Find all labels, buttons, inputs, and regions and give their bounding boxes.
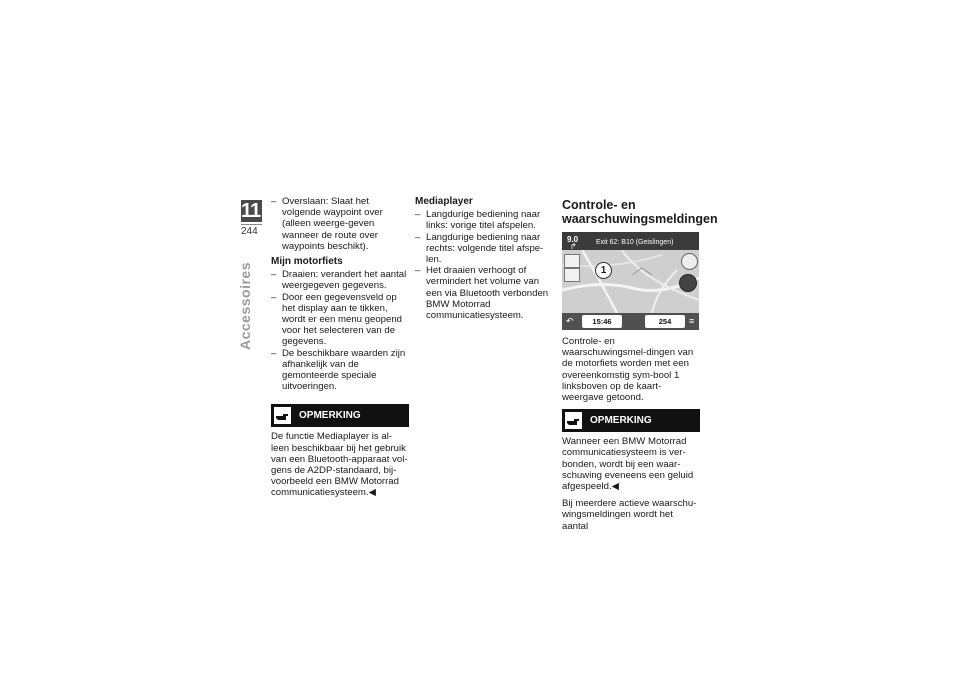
turn-arrow-icon: ↱ <box>570 242 577 251</box>
note-label: OPMERKING <box>299 410 361 422</box>
exit-label: Exit 62: B10 (Geislingen) <box>596 239 674 246</box>
chapter-divider <box>241 224 262 225</box>
body-text: Bij meerdere actieve waarschu-wingsmeldingen wordt het aantal <box>562 498 697 532</box>
note-text: De functie Mediaplayer is al-leen beschikbaar bij het gebruik van een Bluetooth-apparaat vol-gens de A2DP-standaard, bij-voorbeeld een BMW Motorrad communicatiesysteem.◀ <box>271 431 408 499</box>
list-item: – Door een gegevensveld op het display aan te tikken, wordt er een menu geopend voor het selecteren van de gegevens. <box>271 292 409 348</box>
zoom-icon[interactable] <box>679 274 697 292</box>
arrival-time: 15:46 <box>582 315 622 328</box>
list-item: – Het draaien verhoogt of vermindert het volume van een via Bluetooth verbonden BMW Motorrad communicatiesysteem. <box>415 265 551 321</box>
chapter-title: Accessoires <box>237 261 253 350</box>
list-item: – Overslaan: Slaat het volgende waypoint over (alleen weerge-geven wanneer de route over waypoints beschikt). <box>271 196 409 252</box>
pointing-hand-icon <box>274 407 291 424</box>
section-heading: Mijn motorfiets <box>271 256 343 268</box>
column-3 <box>562 198 718 532</box>
chapter-number: 11 <box>241 200 261 222</box>
column-1 <box>271 196 409 499</box>
speed-readout: 254 <box>645 315 685 328</box>
navigation-screenshot <box>562 232 699 330</box>
pointing-hand-icon <box>565 412 582 429</box>
column-2 <box>415 196 551 321</box>
note-text: Wanneer een BMW Motorrad communicatiesysteem is ver-bonden, wordt bij een waar-schuwing eveneens een geluid afgespeeld.◀ <box>562 436 694 493</box>
body-text: Controle- en waarschuwingsmel-dingen van de motorfiets worden met een overeenkomstig sym-bool 1 linksboven op de kaart-weergave getoond. <box>562 336 694 404</box>
menu-icon[interactable]: ≡ <box>689 315 695 326</box>
section-heading: Controle- en waarschuwingsmeldingen <box>562 198 718 226</box>
note-banner <box>271 404 409 427</box>
back-icon[interactable]: ↶ <box>566 315 574 326</box>
list-item: – De beschikbare waarden zijn afhankelijk van de gemonteerde speciale uitvoeringen. <box>271 348 409 393</box>
list-item: – Langdurige bediening naar links: vorige titel afspelen. <box>415 209 551 231</box>
info-icon <box>564 268 580 282</box>
section-heading: Mediaplayer <box>415 196 473 207</box>
callout-marker: 1 <box>595 262 612 279</box>
note-banner <box>562 409 700 432</box>
page-number: 244 <box>241 226 258 237</box>
list-item: – Draaien: verandert het aantal weergegeven gegevens. <box>271 269 409 291</box>
turn-distance: 9.0 <box>567 235 579 244</box>
warning-icon <box>564 254 580 268</box>
note-label: OPMERKING <box>590 415 652 427</box>
list-item: – Langdurige bediening naar rechts: volgende titel afspe-len. <box>415 232 551 266</box>
speaker-icon[interactable] <box>681 253 698 270</box>
